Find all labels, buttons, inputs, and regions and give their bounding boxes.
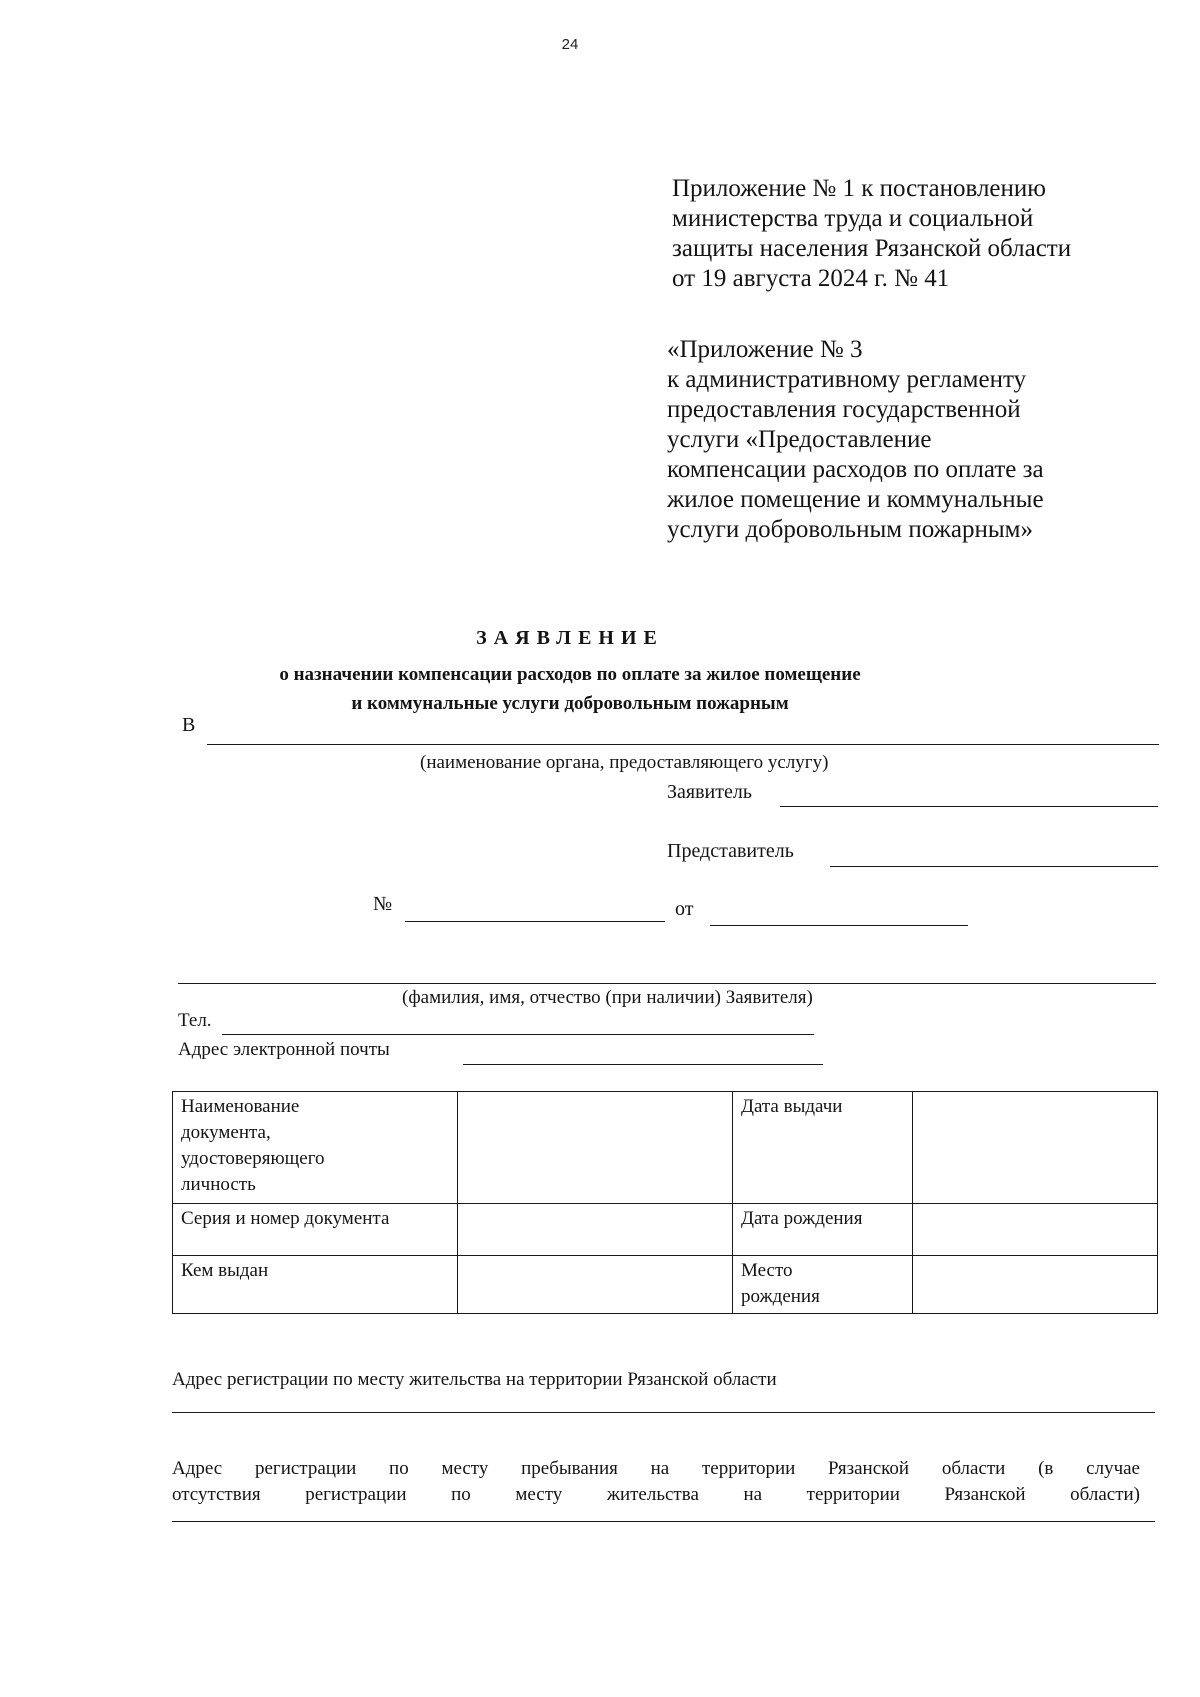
- issued-by-value[interactable]: [458, 1256, 733, 1314]
- cell-text: рождения: [741, 1286, 820, 1307]
- cell-text: удостоверяющего: [181, 1148, 325, 1169]
- page-number: 24: [561, 36, 579, 53]
- cell-text: Место: [741, 1260, 793, 1281]
- cell-text: личность: [181, 1174, 256, 1195]
- issue-date-value[interactable]: [913, 1092, 1158, 1204]
- residence-address-field[interactable]: [172, 1412, 1155, 1413]
- email-field[interactable]: [463, 1064, 823, 1065]
- to-label: В: [182, 714, 196, 736]
- cell-text: документа,: [181, 1122, 271, 1143]
- email-label: Адрес электронной почты: [178, 1039, 390, 1060]
- stay-address-field[interactable]: [172, 1521, 1155, 1522]
- cell-text: Наименование: [181, 1096, 300, 1117]
- document-subtitle-line-2: и коммунальные услуги добровольным пожарным: [351, 693, 789, 714]
- id-document-name-value[interactable]: [458, 1092, 733, 1204]
- appendix-quote-line: к административному регламенту: [667, 366, 1027, 393]
- number-field[interactable]: [405, 921, 665, 922]
- birth-place-value[interactable]: [913, 1256, 1158, 1314]
- representative-label: Представитель: [667, 840, 794, 862]
- appendix-quote-line: услуги добровольным пожарным»: [667, 516, 1033, 543]
- table-row: [173, 1204, 1158, 1256]
- appendix-quote-line: жилое помещение и коммунальные: [667, 486, 1044, 513]
- stay-address-label-line-1: Адрес регистрации по месту пребывания на территории Рязанской области (в случае: [172, 1458, 1140, 1479]
- appendix-quote-line: предоставления государственной: [667, 396, 1021, 423]
- document-subtitle-line-1: о назначении компенсации расходов по оплате за жилое помещение: [279, 664, 861, 685]
- appendix-header-line: от 19 августа 2024 г. № 41: [672, 265, 950, 292]
- series-number-value[interactable]: [458, 1204, 733, 1256]
- table-row: [173, 1092, 1158, 1204]
- from-label: от: [675, 898, 694, 920]
- issue-date-label: Дата выдачи: [733, 1092, 913, 1204]
- authority-field[interactable]: [207, 744, 1159, 745]
- series-number-label: Серия и номер документа: [173, 1204, 458, 1256]
- appendix-header-line: Приложение № 1 к постановлению: [672, 175, 1046, 202]
- stay-address-label-line-2: отсутствия регистрации по месту жительства на территории Рязанской области): [172, 1484, 1140, 1505]
- identity-document-table: [172, 1091, 1158, 1314]
- phone-field[interactable]: [222, 1034, 814, 1035]
- birth-date-label: Дата рождения: [733, 1204, 913, 1256]
- representative-field[interactable]: [830, 866, 1158, 867]
- birth-date-value[interactable]: [913, 1204, 1158, 1256]
- fio-caption: (фамилия, имя, отчество (при наличии) Заявителя): [402, 987, 813, 1008]
- document-title: ЗАЯВЛЕНИЕ: [476, 627, 664, 649]
- date-field[interactable]: [710, 925, 968, 926]
- appendix-header-line: защиты населения Рязанской области: [672, 235, 1072, 262]
- residence-address-label: Адрес регистрации по месту жительства на территории Рязанской области: [172, 1369, 777, 1390]
- birth-place-label: [733, 1256, 913, 1314]
- appendix-quote-line: услуги «Предоставление: [667, 426, 932, 453]
- appendix-quote-line: «Приложение № 3: [667, 336, 863, 363]
- number-label: №: [373, 893, 393, 915]
- fio-field[interactable]: [178, 983, 1156, 984]
- appendix-header-line: министерства труда и социальной: [672, 205, 1034, 232]
- authority-caption: (наименование органа, предоставляющего услугу): [420, 752, 829, 773]
- applicant-label: Заявитель: [667, 781, 752, 803]
- id-document-name-cell: [173, 1092, 458, 1204]
- appendix-quote: [667, 335, 1044, 545]
- appendix-quote-line: компенсации расходов по оплате за: [667, 456, 1044, 483]
- appendix-header: [672, 174, 1071, 294]
- applicant-field[interactable]: [780, 806, 1158, 807]
- issued-by-label: Кем выдан: [173, 1256, 458, 1314]
- phone-label: Тел.: [178, 1010, 212, 1031]
- table-row: [173, 1256, 1158, 1314]
